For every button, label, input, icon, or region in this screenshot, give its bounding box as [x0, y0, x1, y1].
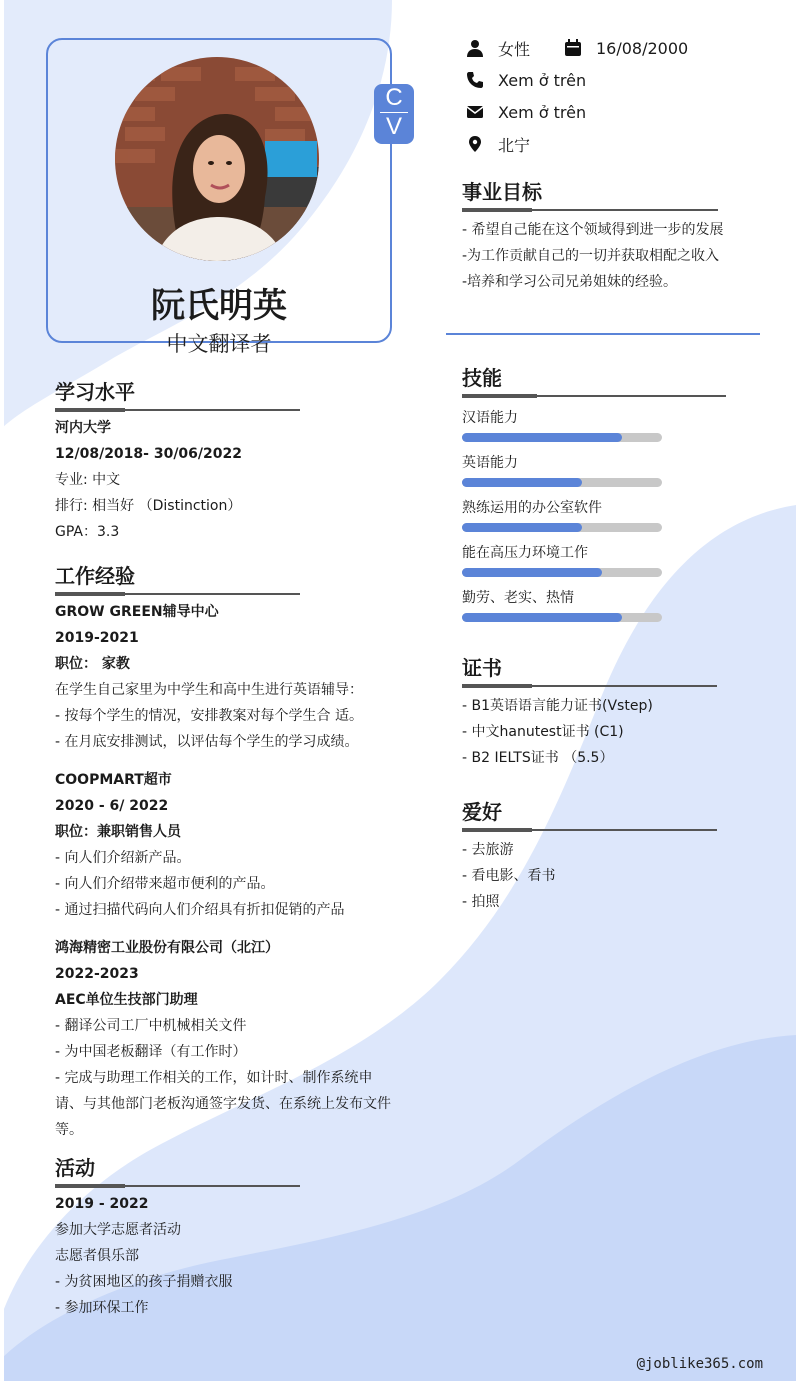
job-line: - 向人们介绍带来超市便利的产品。 [55, 876, 275, 892]
experience-title: 工作经验 [55, 564, 135, 588]
skill-label: 汉语能力 [462, 410, 518, 426]
school-name: 河内大学 [55, 420, 111, 436]
cv-badge-top: C [385, 84, 403, 111]
certificates-title: 证书 [462, 656, 502, 680]
hobby-line: - 去旅游 [462, 842, 514, 858]
cv-badge [374, 84, 414, 144]
activities-title: 活动 [55, 1156, 95, 1180]
objective-line: -培养和学习公司兄弟姐妹的经验。 [462, 274, 678, 290]
hobby-line: - 看电影、看书 [462, 868, 556, 884]
avatar [115, 57, 319, 261]
skill-item [462, 587, 726, 622]
activities-line: - 参加环保工作 [55, 1300, 149, 1316]
skills-section [462, 362, 726, 632]
job-dates: 2020 - 6/ 2022 [55, 798, 169, 814]
hobbies-title: 爱好 [462, 800, 502, 824]
skill-bar [462, 478, 662, 487]
skill-bar [462, 523, 662, 532]
skill-label: 熟练运用的办公室软件 [462, 500, 602, 516]
cv-badge-bottom: V [385, 113, 402, 140]
user-icon [464, 37, 486, 59]
education-gpa: GPA：3.3 [55, 524, 120, 540]
job-line: 在学生自己家里为中学生和高中生进行英语辅导： [55, 682, 363, 698]
skill-label: 勤劳、老实、热情 [462, 590, 574, 606]
skill-bar [462, 613, 662, 622]
activities-rule [55, 1185, 300, 1187]
experience-section [55, 560, 400, 1143]
education-section [55, 376, 300, 545]
hobbies-section [462, 796, 717, 915]
certificates-rule [462, 685, 717, 687]
footer-credit[interactable]: @joblike365.com [636, 1356, 763, 1372]
objective-rule [462, 209, 718, 211]
job-entry [55, 767, 400, 923]
objective-line: - 希望自己能在这个领域得到进一步的发展 [462, 222, 724, 238]
objective-title: 事业目标 [462, 180, 542, 204]
skill-bar-fill [462, 523, 582, 532]
certificates-section [462, 652, 717, 771]
skill-bar-fill [462, 433, 622, 442]
section-divider [446, 333, 760, 335]
gender-value: 女性 [498, 39, 531, 59]
job-position: AEC单位生技部门助理 [55, 992, 198, 1008]
skill-bar-fill [462, 478, 582, 487]
skill-bar [462, 433, 662, 442]
candidate-role: 中文翻译者 [166, 332, 272, 356]
hobby-line: - 拍照 [462, 894, 500, 910]
skill-item [462, 497, 726, 532]
email-value: Xem ở trên [498, 102, 587, 122]
email-icon [464, 101, 486, 123]
birthdate-value: 16/08/2000 [596, 38, 689, 58]
objective-section [462, 176, 724, 295]
activities-dates: 2019 - 2022 [55, 1196, 149, 1212]
skill-bar-fill [462, 568, 602, 577]
job-line: 等。 [55, 1122, 83, 1138]
skill-bar-fill [462, 613, 622, 622]
candidate-name: 阮氏明英 [151, 286, 287, 326]
skill-bar [462, 568, 662, 577]
job-entry [55, 599, 400, 755]
job-line: - 完成与助理工作相关的工作，如计时、制作系统申 [55, 1070, 373, 1086]
job-line: 请、与其他部门老板沟通签字发货、在系统上发布文件 [55, 1096, 391, 1112]
skill-label: 能在高压力环境工作 [462, 545, 588, 561]
phone-icon [464, 69, 486, 91]
hobbies-rule [462, 829, 717, 831]
skill-item [462, 452, 726, 487]
certificate-line: - B2 IELTS证书 （5.5） [462, 750, 614, 766]
activities-line: 志愿者俱乐部 [55, 1248, 139, 1264]
education-title: 学习水平 [55, 380, 135, 404]
phone-value: Xem ở trên [498, 70, 587, 90]
certificate-line: - B1英语语言能力证书(Vstep) [462, 698, 653, 714]
job-company: GROW GREEN辅导中心 [55, 604, 219, 620]
certificate-line: - 中文hanutest证书 (C1) [462, 724, 624, 740]
location-value: 北宁 [498, 135, 531, 155]
job-dates: 2019-2021 [55, 630, 139, 646]
job-line: - 在月底安排测试，以评估每个学生的学习成绩。 [55, 734, 359, 750]
job-company: 鸿海精密工业股份有限公司（北江） [55, 940, 279, 956]
job-line: - 通过扫描代码向人们介绍具有折扣促销的产品 [55, 902, 345, 918]
skills-title: 技能 [462, 366, 502, 390]
activities-line: 参加大学志愿者活动 [55, 1222, 181, 1238]
job-dates: 2022-2023 [55, 966, 139, 982]
education-dates: 12/08/2018- 30/06/2022 [55, 446, 242, 462]
objective-line: -为工作贡献自己的一切并获取相配之收入 [462, 248, 720, 264]
job-line: - 翻译公司工厂中机械相关文件 [55, 1018, 247, 1034]
skill-item [462, 542, 726, 577]
job-position: 职位： 家教 [55, 656, 130, 672]
education-rule [55, 409, 300, 411]
calendar-icon [562, 37, 584, 59]
job-entry [55, 935, 400, 1143]
skill-item [462, 407, 726, 442]
job-position: 职位：兼职销售人员 [55, 824, 181, 840]
experience-rule [55, 593, 300, 595]
job-line: - 向人们介绍新产品。 [55, 850, 191, 866]
skills-rule [462, 395, 726, 397]
education-rank: 排行: 相当好 （Distinction） [55, 498, 242, 514]
skill-label: 英语能力 [462, 455, 518, 471]
location-pin-icon [464, 133, 486, 155]
education-major: 专业: 中文 [55, 472, 121, 488]
job-line: - 为中国老板翻译（有工作时） [55, 1044, 247, 1060]
job-company: COOPMART超市 [55, 772, 172, 788]
activities-line: - 为贫困地区的孩子捐赠衣服 [55, 1274, 233, 1290]
activities-section [55, 1152, 300, 1321]
contact-block [464, 36, 688, 156]
job-line: - 按每个学生的情况，安排教案对每个学生合 适。 [55, 708, 363, 724]
